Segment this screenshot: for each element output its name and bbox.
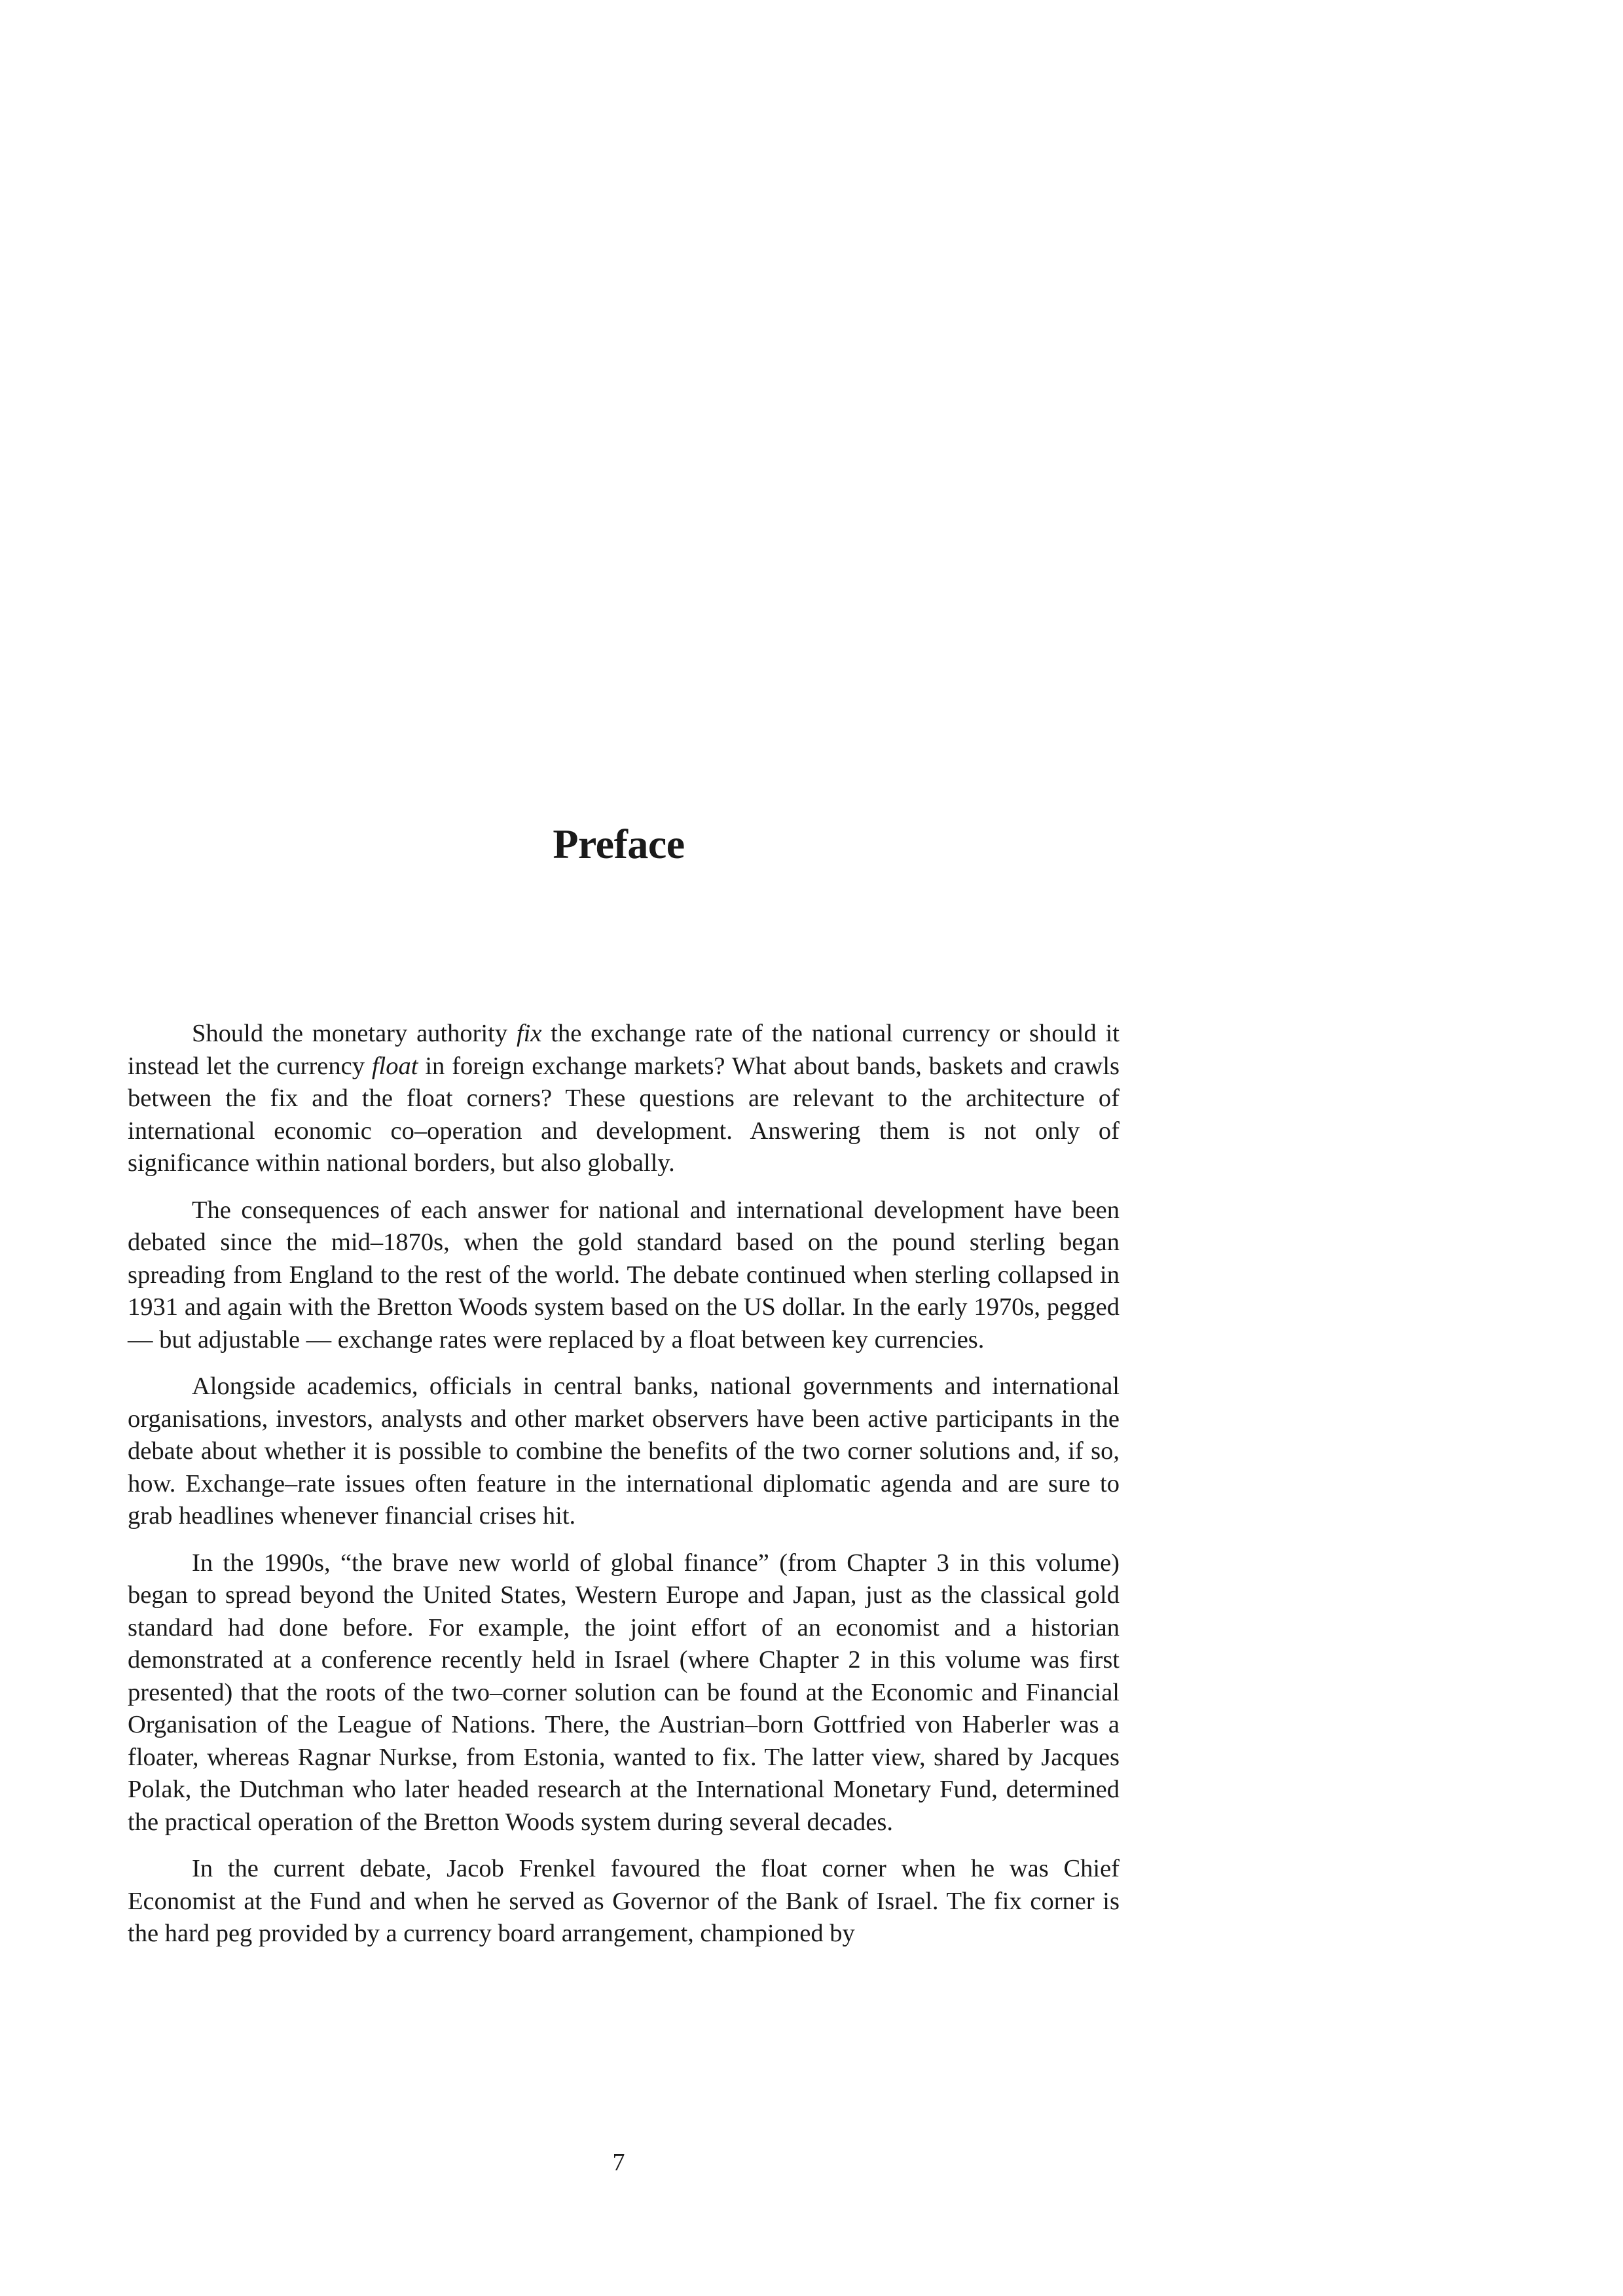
emphasis-fix: fix [516,1020,542,1047]
paragraph-2: The consequences of each answer for national and international development have been debated since the mid–1870s, when the gold standard based on the pound sterling began spreading from England to the rest of the world. The debate continued when sterling collapsed in 1931 and again with the Bretton Woods system based on the US dollar. In the early 1970s, pegged — but adjustable — exchange rates were replaced by a float between key currencies. [128,1196,1120,1354]
page-title: Preface [553,821,685,867]
paragraph-1-part-a: Should the monetary authority [192,1020,517,1047]
body-text [128,1018,1120,1950]
paragraph-4: In the 1990s, “the brave new world of global finance” (from Chapter 3 in this volume) began to spread beyond the United States, Western Europe and Japan, just as the classical gold standard had done before. For example, the joint effort of an economist and a historian demonstrated at a conference recently held in Israel (where Chapter 2 in this volume was first presented) that the roots of the two–corner solution can be found at the Economic and Financial Organisation of the League of Nations. There, the Austrian–born Gottfried von Haberler was a floater, whereas Ragnar Nurkse, from Estonia, wanted to fix. The latter view, shared by Jacques Polak, the Dutchman who later headed research at the International Monetary Fund, determined the practical operation of the Bretton Woods system during several decades. [128,1549,1120,1836]
paragraph-1-part-e: in foreign exchange markets? What about bands, baskets and crawls between the fix and the float corners? These questions are relevant to the architecture of international economic co–operation and development. Answering them is not only of significance within national borders, but also globally. [128,1052,1120,1177]
page-number: 7 [612,2149,625,2176]
paragraph-1-part-c: the exchange rate of the national currency or should it instead let the currency [128,1020,1120,1080]
emphasis-float: float [371,1052,418,1080]
paragraph-3: Alongside academics, officials in central banks, national governments and international organisations, investors, analysts and other market observers have been active participants in the debate about whether it is possible to combine the benefits of the two corner solutions and, if so, how. Exchange–rate issues often feature in the international diplomatic agenda and are sure to grab headlines whenever financial crises hit. [128,1372,1120,1530]
paragraph-5: In the current debate, Jacob Frenkel favoured the float corner when he was Chief Economist at the Fund and when he served as Governor of the Bank of Israel. The fix corner is the hard peg provided by a currency board arrangement, championed by [128,1855,1120,1947]
paragraph-1 [128,1018,1120,1180]
